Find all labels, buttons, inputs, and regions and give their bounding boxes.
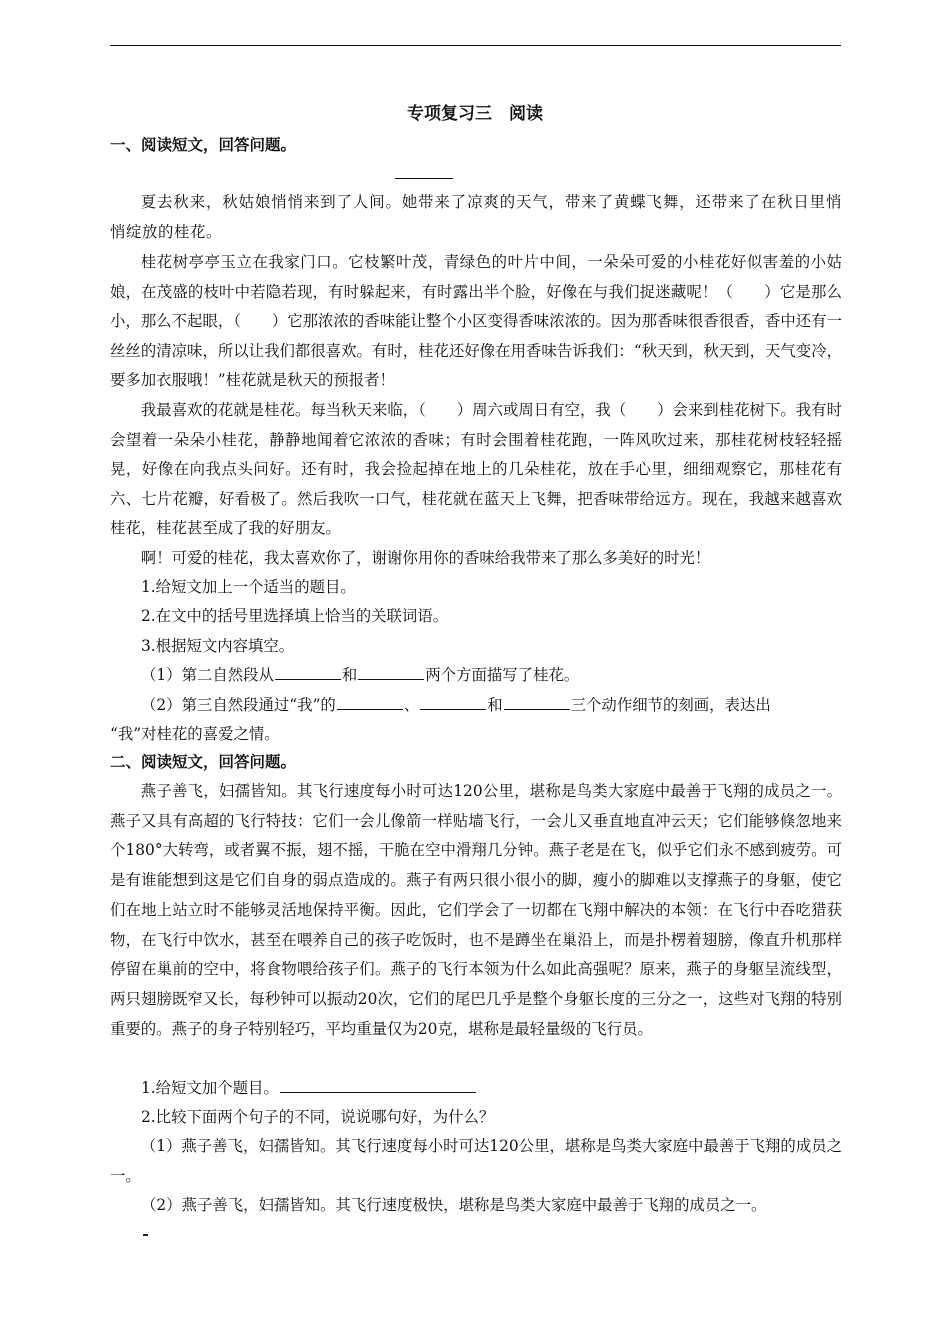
s2-question-2: 2.比较下面两个句子的不同，说说哪句好，为什么？ — [141, 1108, 495, 1126]
answer-blank[interactable] — [337, 694, 403, 710]
s1-question-3-2: （2）第三自然段通过“我”的 、 和 三个动作细节的刻画，表达出 — [141, 693, 771, 715]
answer-blank[interactable] — [504, 694, 570, 710]
s2-sentence-1: （1）燕子善飞，妇孺皆知。其飞行速度每小时可达120公里，堪称是鸟类大家庭中最善于飞翔的成员之一。 — [110, 1137, 842, 1185]
s1-question-1: 1.给短文加上一个适当的题目。 — [141, 578, 356, 596]
header-rule — [110, 45, 841, 46]
s2-question-1: 1.给短文加个题目。 — [141, 1076, 477, 1098]
s1-question-3-1: （1）第二自然段从 和 两个方面描写了桂花。 — [141, 663, 579, 685]
s2-passage: 燕子善飞，妇孺皆知。其飞行速度每小时可达120公里，堪称是鸟类大家庭中最善于飞翔的成员之一。燕子又具有高超的飞行特技：它们一会儿像箭一样贴墙飞行，一会儿又垂直地直冲云天；它们能够倏忽地来个180°大转弯，或者翼不振，翅不摇，干脆在空中滑翔几分钟。燕子老是在飞，似乎它们永不感到疲劳。可是有谁能想到这是它们自身的弱点造成的。燕子有两只很小很小的脚，瘦小的脚难以支撑燕子的身躯，使它们在地上站立时不能够灵活地保持平衡。因此，它们学会了一切都在飞翔中解决的本领：在飞行中吞吃猎获物，在飞行中饮水，甚至在喂养自己的孩子吃饭时，也不是蹲坐在巢沿上，而是扑楞着翅膀，像直升机那样停留在巢前的空中，将食物喂给孩子们。燕子的飞行本领为什么如此高强呢？原来，燕子的身躯呈流线型，两只翅膀既窄又长，每秒钟可以振动20次，它们的尾巴几乎是整个身躯长度的三分之一，这些对飞翔的特别重要的。燕子的身子特别轻巧，平均重量仅为20克，堪称是最轻量级的飞行员。 — [110, 782, 842, 1038]
s1-question-2: 2.在文中的括号里选择填上恰当的关联词语。 — [141, 607, 449, 625]
s1-question-3-2-cont: “我”对桂花的喜爱之情。 — [110, 725, 280, 743]
title-answer-blank — [395, 178, 453, 179]
page-mark — [143, 1234, 148, 1236]
title-answer-line[interactable] — [280, 1077, 476, 1093]
s2-sentence-2: （2）燕子善飞，妇孺皆知。其飞行速度极快，堪称是鸟类大家庭中最善于飞翔的成员之一。 — [141, 1196, 767, 1214]
s1-paragraph-3: 我最喜欢的花就是桂花。每当秋天来临，（ ）周六或周日有空，我（ ）会来到桂花树下。我有时会望着一朵朵小桂花，静静地闻着它浓浓的香味；有时会围着桂花跑，一阵风吹过来，那桂花树枝轻轻摇晃，好像在向我点头问好。还有时，我会捡起掉在地上的几朵桂花，放在手心里，细细观察它，那桂花有六、七片花瓣，好看极了。然后我吹一口气，桂花就在蓝天上飞舞，把香味带给远方。现在，我越来越喜欢桂花，桂花甚至成了我的好朋友。 — [110, 401, 842, 538]
answer-blank[interactable] — [275, 664, 341, 680]
s1-question-3: 3.根据短文内容填空。 — [141, 637, 295, 655]
section1-heading: 一、阅读短文，回答问题。 — [110, 136, 297, 154]
answer-blank[interactable] — [420, 694, 486, 710]
section2-heading: 二、阅读短文，回答问题。 — [110, 753, 297, 771]
s1-paragraph-4: 啊！可爱的桂花，我太喜欢你了，谢谢你用你的香味给我带来了那么多美好的时光！ — [140, 549, 711, 567]
s1-paragraph-2: 桂花树亭亭玉立在我家门口。它枝繁叶茂，青绿色的叶片中间，一朵朵可爱的小桂花好似害羞的小姑娘，在茂盛的枝叶中若隐若现，有时躲起来，有时露出半个脸，好像在与我们捉迷藏呢！（ ）它是那么小，那么不起眼，（ ）它那浓浓的香味能让整个小区变得香味浓浓的。因为那香味很香很香，香中还有一丝丝的清凉味，所以让我们都很喜欢。有时，桂花还好像在用香味告诉我们：“秋天到，秋天到，天气变冷，要多加衣服哦！”桂花就是秋天的预报者！ — [110, 253, 842, 390]
answer-blank[interactable] — [358, 664, 424, 680]
page-title: 专项复习三 阅读 — [407, 104, 543, 124]
s1-paragraph-1: 夏去秋来，秋姑娘悄悄来到了人间。她带来了凉爽的天气，带来了黄蝶飞舞，还带来了在秋日里悄悄绽放的桂花。 — [110, 193, 842, 241]
